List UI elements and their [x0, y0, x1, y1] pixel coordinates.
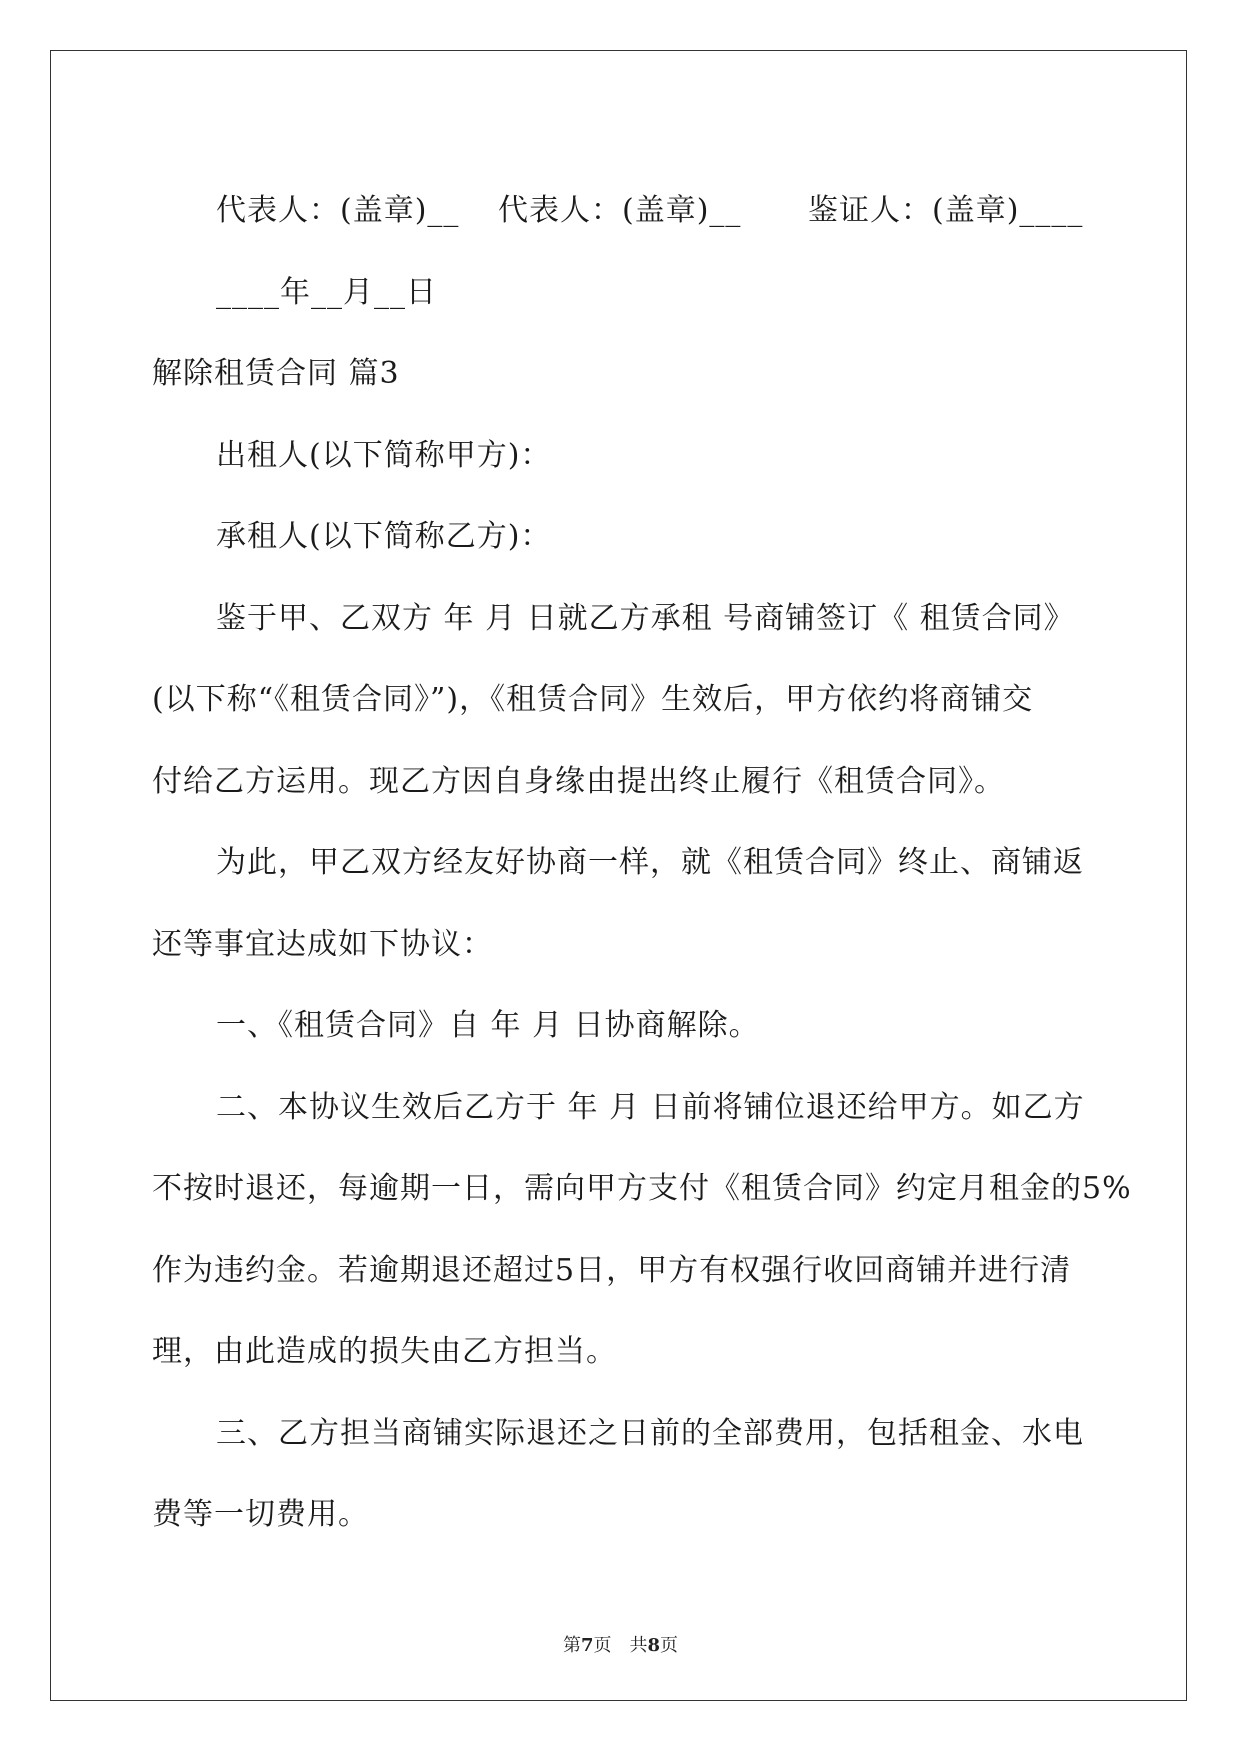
- signature-row: [152, 170, 1092, 252]
- lessee-line: 承租人(以下简称乙方)：: [216, 519, 552, 554]
- page-number-footer: [0, 1631, 1241, 1657]
- representative-1-signature: 代表人：(盖章)__: [216, 193, 460, 228]
- total-page-number: 8: [647, 1635, 661, 1656]
- paragraph-2-line-1: 为此，甲乙双方经友好协商一样，就《租赁合同》终止、商铺返: [216, 845, 1084, 880]
- current-page-number: 7: [580, 1635, 594, 1656]
- paragraph-2-line-2: 还等事宜达成如下协议：: [152, 926, 493, 962]
- clause-2-line-4: 理，由此造成的损失由乙方担当。: [152, 1334, 617, 1369]
- representative-2-signature: 代表人：(盖章)__: [498, 193, 742, 228]
- lessor-line: 出租人(以下简称甲方)：: [216, 437, 552, 473]
- witness-signature: 鉴证人：(盖章)____: [808, 193, 1084, 228]
- clause-2-line-2: 不按时退还，每逾期一日，需向甲方支付《租赁合同》约定月租金的5%: [152, 1171, 1132, 1206]
- page-prefix: 第: [562, 1635, 581, 1656]
- page-suffix: 页: [660, 1635, 679, 1656]
- clause-2-line-1: 二、本协议生效后乙方于 年 月 日前将铺位退还给甲方。如乙方: [216, 1089, 1085, 1125]
- page-mid: 页 共: [593, 1635, 648, 1656]
- clause-1: 一、《租赁合同》自 年 月 日协商解除。: [216, 1008, 760, 1043]
- date-line: ____年__月__日: [216, 274, 437, 310]
- section-title: 解除租赁合同 篇3: [152, 356, 400, 391]
- paragraph-1-line-3: 付给乙方运用。现乙方因自身缘由提出终止履行《租赁合同》。: [152, 763, 1005, 799]
- clause-3-line-1: 三、乙方担当商铺实际退还之日前的全部费用，包括租金、水电: [216, 1415, 1084, 1451]
- clause-3-line-2: 费等一切费用。: [152, 1497, 369, 1532]
- paragraph-1-line-1: 鉴于甲、乙双方 年 月 日就乙方承租 号商铺签订《 租赁合同》: [216, 600, 1075, 636]
- document-body: [152, 170, 1132, 1556]
- clause-2-line-3: 作为违约金。若逾期退还超过5日，甲方有权强行收回商铺并进行清: [152, 1252, 1072, 1288]
- paragraph-1-line-2: (以下称“《租赁合同》”)，《租赁合同》生效后，甲方依约将商铺交: [152, 682, 1034, 717]
